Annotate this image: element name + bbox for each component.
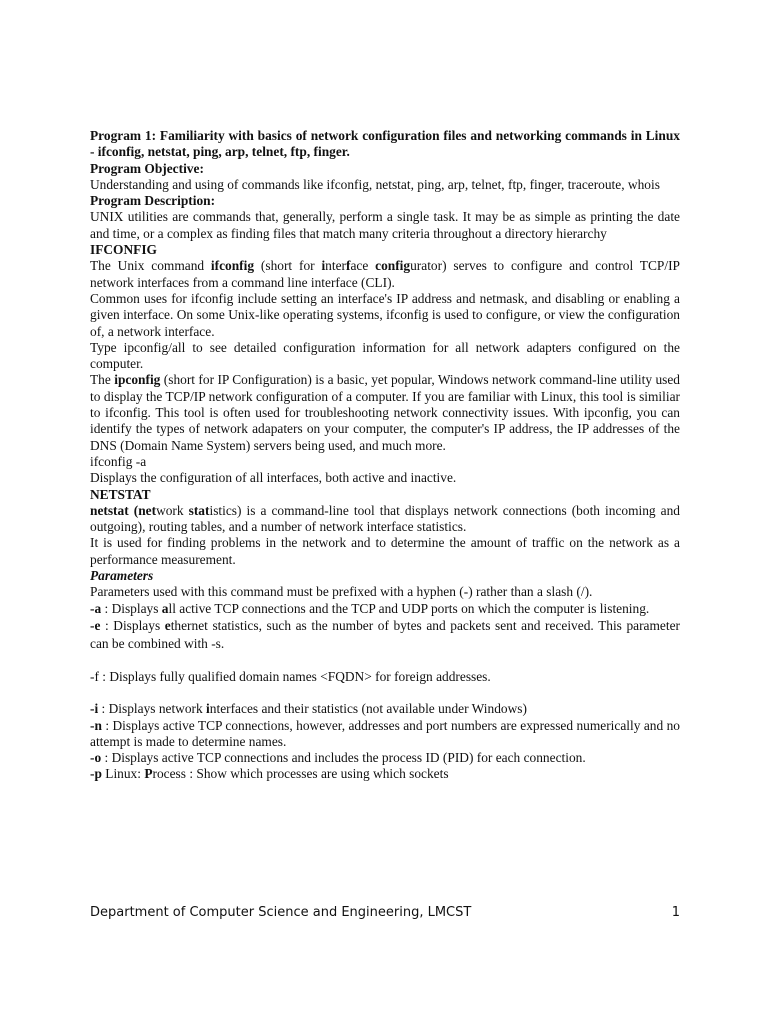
objective-heading: Program Objective:: [90, 160, 204, 176]
objective-text: Understanding and using of commands like ifconfig, netstat, ping, arp, telnet, ftp, finger, traceroute, whois: [90, 176, 660, 192]
ifconfig-paragraph-3: Type ipconfig/all to see detailed configuration information for all network adapters configured on the computer.: [90, 339, 680, 372]
netstat-heading: NETSTAT: [90, 486, 151, 502]
param-a: -a : Displays all active TCP connections and the TCP and UDP ports on which the computer is listening.: [90, 600, 650, 616]
description-heading: Program Description:: [90, 193, 216, 209]
ifconfig-paragraph-1: The Unix command ifconfig (short for interface configurator) serves to configure and control TCP/IP network interfaces from a command line interface (CLI).: [90, 258, 680, 290]
spacer: [90, 653, 680, 669]
page-footer: [90, 905, 680, 920]
document-body: [90, 128, 680, 783]
spacer: [90, 685, 680, 701]
netstat-paragraph-1: netstat (network statistics) is a command-line tool that displays network connections (both incoming and outgoing), routing tables, and a number of network interface statistics.: [90, 502, 680, 535]
param-e: -e : Displays ethernet statistics, such as the number of bytes and packets sent and received. This parameter can be combined with -s.: [90, 617, 680, 651]
ifconfig-heading: IFCONFIG: [90, 242, 157, 258]
netstat-paragraph-2: It is used for finding problems in the network and to determine the amount of traffic on the network as a performance measurement.: [90, 535, 680, 567]
param-o: -o : Displays active TCP connections and includes the process ID (PID) for each connection.: [90, 750, 586, 766]
param-f: -f : Displays fully qualified domain names <FQDN> for foreign addresses.: [90, 668, 491, 684]
ipconfig-paragraph: The ipconfig (short for IP Configuration) is a basic, yet popular, Windows network command-line utility used to display the TCP/IP network configuration of a computer. If you are familiar with Linux, this tool is similiar to ifconfig. This tool is often used for troubleshooting network connectivity issues. With ipconfig, you can identify the types of network adapaters on your computer, the computer's IP address, the IP addresses of the DNS (Domain Name System) servers being used, and much more.: [90, 372, 680, 453]
ifconfig-paragraph-2: Common uses for ifconfig include setting an interface's IP address and netmask, and disabling or enabling a given interface. On some Unix-like operating systems, ifconfig is used to configure, or view the configuration of, a network interface.: [90, 290, 680, 339]
param-n: -n : Displays active TCP connections, however, addresses and port numbers are expressed numerically and no attempt is made to determine names.: [90, 717, 680, 749]
param-i: -i : Displays network interfaces and their statistics (not available under Windows): [90, 701, 527, 717]
footer-department: Department of Computer Science and Engineering, LMCST: [90, 905, 472, 920]
ifconfig-command-desc: Displays the configuration of all interfaces, both active and inactive.: [90, 470, 457, 486]
param-p: -p Linux: Process : Show which processes are using which sockets: [90, 766, 449, 782]
program-title: Program 1: Familiarity with basics of network configuration files and networking commands in Linux - ifconfig, netstat, ping, arp, telnet, ftp, finger.: [90, 128, 680, 160]
description-text: UNIX utilities are commands that, generally, perform a single task. It may be as simple as printing the date and time, or a complex as finding files that match many criteria throughout a directory hierarchy: [90, 209, 680, 241]
parameters-intro: Parameters used with this command must be prefixed with a hyphen (-) rather than a slash (/).: [90, 584, 593, 600]
parameters-heading: Parameters: [90, 568, 154, 584]
page-number: 1: [671, 905, 680, 920]
ifconfig-command: ifconfig -a: [90, 453, 147, 469]
